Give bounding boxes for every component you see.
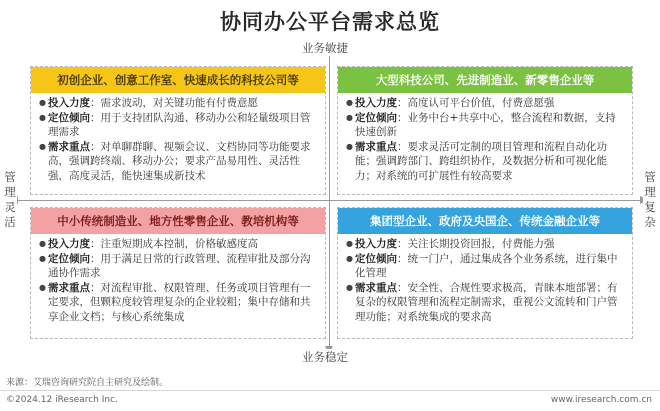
item-separator: ： [397,97,408,109]
list-item [39,281,319,325]
item-key: 投入力度 [355,97,397,109]
axis-label-top: 业务敏捷 [302,41,348,55]
bullet-icon: ● [39,239,46,248]
quadrant-top-right [337,66,633,195]
list-item [346,281,626,325]
item-key: 需求重点 [355,140,397,153]
bullet-icon: ● [346,141,353,151]
item-key: 定位倾向 [48,252,90,265]
bullet-icon: ● [39,253,46,263]
bullet-icon: ● [39,98,46,107]
bullet-icon: ● [39,112,46,122]
item-key: 投入力度 [48,97,90,109]
item-key: 需求重点 [355,281,397,294]
item-separator: ： [90,140,101,153]
list-item [39,96,319,111]
copyright-text: ©2024.12 iResearch Inc. [6,395,118,405]
bullet-icon: ● [346,98,353,107]
list-item [39,111,319,140]
item-separator: ： [397,252,408,265]
item-separator: ： [90,238,101,250]
item-key: 定位倾向 [48,111,90,124]
quadrant-top-left [30,66,326,195]
item-text: 需求波动，对关键功能有付费意愿 [100,97,258,109]
quadrant-bottom-left [30,207,326,339]
item-key: 定位倾向 [355,252,397,265]
quadrant-header: 集团型企业、政府及央国企、传统金融企业等 [338,208,632,234]
bullet-icon: ● [346,282,353,292]
item-text: 业务中台+共享中心，整合流程和数据，支持快速创新 [355,111,616,139]
quadrant-header: 中小传统制造业、地方性零售企业、教培机构等 [31,208,325,234]
page-title: 协同办公平台需求总览 [220,10,440,34]
quadrant-bottom-right [337,207,633,339]
item-text: 对单聊群聊、视频会议、文档协同等功能要求高，强调跨终端、移动办公；要求产品易用性、灵活性强，高度灵活，能快速集成新技术 [48,140,311,182]
list-item [39,140,319,184]
item-separator: ： [397,111,408,124]
list-item [346,111,626,140]
item-text: 高度认可平台价值，付费意愿强 [407,97,555,109]
item-key: 投入力度 [355,238,397,250]
item-text: 注重短期成本控制，价格敏感度高 [100,238,258,250]
bullet-icon: ● [346,253,353,263]
source-note: 来源：艾瑞咨询研究院自主研究及绘制。 [6,378,169,388]
footer-divider [0,390,660,391]
item-separator: ： [90,252,101,265]
bullet-icon: ● [346,239,353,248]
item-separator: ： [90,111,101,124]
item-separator: ： [397,238,408,250]
item-key: 投入力度 [48,238,90,250]
item-separator: ： [90,281,101,294]
bullet-icon: ● [346,112,353,122]
quadrant-header: 初创企业、创意工作室、快速成长的科技公司等 [31,67,325,93]
item-text: 安全性、合规性要求极高，青睐本地部署；有复杂的权限管理和流程定制需求，重视公文流转和门户管理功能；对系统集成的要求高 [355,281,618,323]
item-key: 定位倾向 [355,111,397,124]
item-text: 统一门户，通过集成各个业务系统，进行集中化管理 [355,252,618,280]
list-item [346,237,626,252]
list-item [39,252,319,281]
list-item [346,252,626,281]
list-item [39,237,319,252]
item-separator: ： [397,281,408,294]
item-separator: ： [397,140,408,153]
list-item [346,140,626,184]
item-key: 需求重点 [48,281,90,294]
item-text: 用于支持团队沟通、移动办公和轻量级项目管理需求 [48,111,311,139]
item-text: 对流程审批、权限管理、任务或项目管理有一定要求，但颗粒度较管理复杂的企业较粗；集中存储和共享企业文档；与核心系统集成 [48,281,311,323]
website-link[interactable]: www.iresearch.com.cn [550,395,652,405]
item-key: 需求重点 [48,140,90,153]
item-text: 关注长期投资回报，付费能力强 [407,238,555,250]
horizontal-axis [18,200,640,201]
item-text: 用于满足日常的行政管理、流程审批及部分沟通协作需求 [48,252,311,280]
bullet-icon: ● [39,282,46,292]
axis-label-bottom: 业务稳定 [302,350,348,364]
bullet-icon: ● [39,141,46,151]
list-item [346,96,626,111]
axis-label-right: 管理复杂 [644,170,656,229]
item-separator: ： [90,97,101,109]
quadrant-header: 大型科技公司、先进制造业、新零售企业等 [338,67,632,93]
axis-label-left: 管理灵活 [4,170,16,229]
item-text: 要求灵活可定制的项目管理和流程自动化功能；强调跨部门、跨组织协作，及数据分析和可视化能力；对系统的可扩展性有较高要求 [355,140,607,182]
